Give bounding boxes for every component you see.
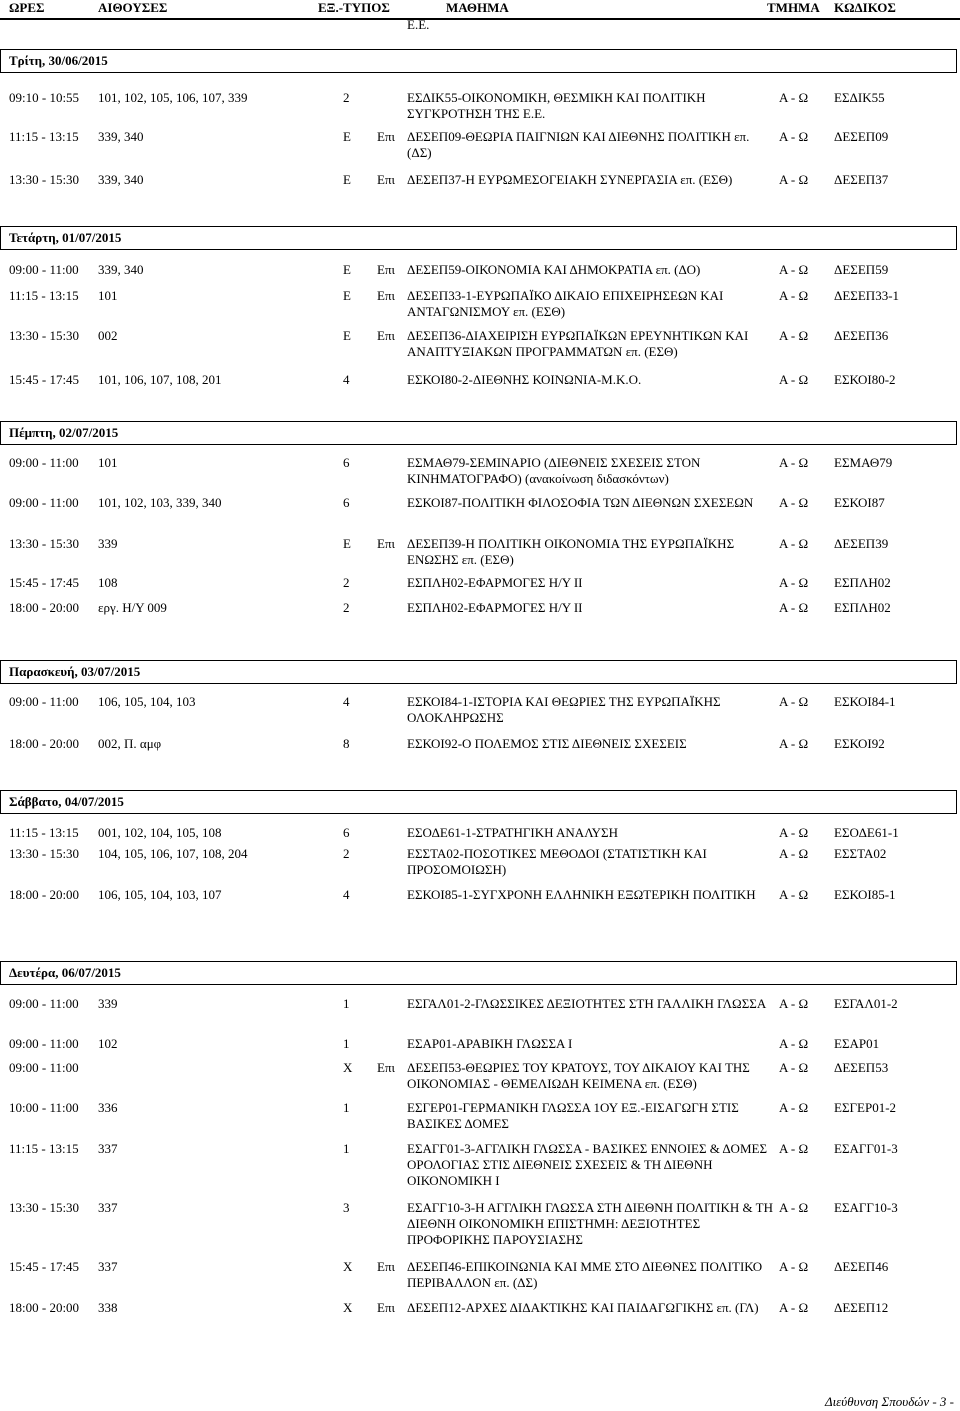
row-rooms: 339, 340 [98, 262, 144, 277]
row-time: 18:00 - 20:00 [9, 1300, 80, 1315]
row-rooms: 002 [98, 328, 118, 343]
row-code: ΕΣΓΑΛ01-2 [834, 996, 898, 1011]
row-time: 09:00 - 11:00 [9, 495, 79, 510]
row-rooms: 104, 105, 106, 107, 108, 204 [98, 846, 248, 861]
row-course: ΔΕΣΕΠ37-Η ΕΥΡΩΜΕΣΟΓΕΙΑΚΗ ΣΥΝΕΡΓΑΣΙΑ επ. (ΕΣΘ) [407, 172, 733, 187]
row-semester: Χ [343, 1060, 353, 1075]
day-label: Δευτέρα, 06/07/2015 [9, 965, 121, 980]
row-rooms: 339 [98, 536, 118, 551]
row-time: 13:30 - 15:30 [9, 1200, 80, 1215]
row-time: 11:15 - 13:15 [9, 129, 79, 144]
row-semester: Χ [343, 1259, 353, 1274]
row-code: ΔΕΣΕΠ39 [834, 536, 889, 551]
row-code: ΔΕΣΕΠ59 [834, 262, 889, 277]
row-time: 11:15 - 13:15 [9, 825, 79, 840]
row-course: ΕΣΓΕΡ01-ΓΕΡΜΑΝΙΚΗ ΓΛΩΣΣΑ 1ΟΥ ΕΞ.-ΕΙΣΑΓΩΓΗ ΣΤΙΣ ΒΑΣΙΚΕΣ ΔΟΜΕΣ [407, 1100, 739, 1131]
row-course: ΔΕΣΕΠ59-ΟΙΚΟΝΟΜΙΑ ΚΑΙ ΔΗΜΟΚΡΑΤΙΑ επ. (ΔΟ) [407, 262, 701, 277]
row-semester: Χ [343, 1300, 353, 1315]
row-time: 09:00 - 11:00 [9, 1036, 79, 1051]
row-semester: 2 [343, 846, 350, 861]
row-time: 10:00 - 11:00 [9, 1100, 79, 1115]
row-course: ΕΣΟΔΕ61-1-ΣΤΡΑΤΗΓΙΚΗ ΑΝΑΛΥΣΗ [407, 825, 618, 840]
row-code: ΕΣΑΓΓ10-3 [834, 1200, 898, 1215]
row-code: ΕΣΟΔΕ61-1 [834, 825, 899, 840]
row-tmima: Α - Ω [779, 328, 809, 343]
row-semester: 1 [343, 1100, 350, 1115]
row-rooms: 101, 102, 105, 106, 107, 339 [98, 90, 248, 105]
row-time: 15:45 - 17:45 [9, 1259, 80, 1274]
day-heading [0, 790, 957, 814]
row-time: 09:00 - 11:00 [9, 694, 79, 709]
row-course: ΕΣΠΛΗ02-ΕΦΑΡΜΟΓΕΣ Η/Υ ΙΙ [407, 575, 583, 590]
header-time: ΩΡΕΣ [9, 0, 45, 15]
row-course: ΕΣΔΙΚ55-ΟΙΚΟΝΟΜΙΚΗ, ΘΕΣΜΙΚΗ ΚΑΙ ΠΟΛΙΤΙΚΗ ΣΥΓΚΡΟΤΗΣΗ ΤΗΣ Ε.Ε. [407, 90, 706, 121]
row-time: 18:00 - 20:00 [9, 600, 80, 615]
day-heading [0, 226, 957, 250]
row-rooms: 106, 105, 104, 103 [98, 694, 196, 709]
row-course: ΕΣΜΑΘ79-ΣΕΜΙΝΑΡΙΟ (ΔΙΕΘΝΕΙΣ ΣΧΕΣΕΙΣ ΣΤΟΝ ΚΙΝΗΜΑΤΟΓΡΑΦΟ) (ανακοίνωση διδασκόντων) [407, 455, 701, 486]
row-type: Επι [377, 262, 396, 277]
row-semester: 6 [343, 455, 350, 470]
row-time: 18:00 - 20:00 [9, 736, 80, 751]
row-time: 09:10 - 10:55 [9, 90, 80, 105]
row-code: ΕΣΓΕΡ01-2 [834, 1100, 897, 1115]
row-time: 09:00 - 11:00 [9, 455, 79, 470]
row-semester: 4 [343, 887, 350, 902]
row-rooms: 101, 106, 107, 108, 201 [98, 372, 222, 387]
row-tmima: Α - Ω [779, 846, 809, 861]
row-semester: 8 [343, 736, 350, 751]
row-type: Επι [377, 172, 396, 187]
row-tmima: Α - Ω [779, 736, 809, 751]
row-rooms: 001, 102, 104, 105, 108 [98, 825, 222, 840]
row-tmima: Α - Ω [779, 1036, 809, 1051]
row-code: ΔΕΣΕΠ36 [834, 328, 889, 343]
row-code: ΕΣΚΟΙ92 [834, 736, 885, 751]
row-course: ΕΣΚΟΙ80-2-ΔΙΕΘΝΗΣ ΚΟΙΝΩΝΙΑ-Μ.Κ.Ο. [407, 372, 642, 387]
row-code: ΕΣΠΛΗ02 [834, 600, 891, 615]
header-tmima: ΤΜΗΜΑ [767, 0, 820, 15]
header-course: ΜΑΘΗΜΑ [446, 0, 509, 15]
day-label: Σάββατο, 04/07/2015 [9, 794, 124, 809]
row-semester: Ε [343, 288, 351, 303]
row-type: Επι [377, 1300, 396, 1315]
row-rooms: 336 [98, 1100, 118, 1115]
row-type: Επι [377, 328, 396, 343]
row-course: ΕΣΣΤΑ02-ΠΟΣΟΤΙΚΕΣ ΜΕΘΟΔΟΙ (ΣΤΑΤΙΣΤΙΚΗ ΚΑΙ ΠΡΟΣΟΜΟΙΩΣΗ) [407, 846, 707, 877]
row-tmima: Α - Ω [779, 600, 809, 615]
row-rooms: 339, 340 [98, 172, 144, 187]
row-rooms: 102 [98, 1036, 118, 1051]
row-tmima: Α - Ω [779, 1259, 809, 1274]
row-time: 11:15 - 13:15 [9, 288, 79, 303]
row-time: 09:00 - 11:00 [9, 262, 79, 277]
day-label: Τετάρτη, 01/07/2015 [9, 230, 122, 245]
row-course: ΕΣΚΟΙ92-Ο ΠΟΛΕΜΟΣ ΣΤΙΣ ΔΙΕΘΝΕΙΣ ΣΧΕΣΕΙΣ [407, 736, 687, 751]
row-course: ΔΕΣΕΠ46-ΕΠΙΚΟΙΝΩΝΙΑ ΚΑΙ ΜΜΕ ΣΤΟ ΔΙΕΘΝΕΣ ΠΟΛΙΤΙΚΟ ΠΕΡΙΒΑΛΛΟΝ επ. (ΔΣ) [407, 1259, 763, 1290]
row-code: ΕΣΑΓΓ01-3 [834, 1141, 898, 1156]
row-rooms: 339, 340 [98, 129, 144, 144]
row-semester: 3 [343, 1200, 350, 1215]
row-tmima: Α - Ω [779, 536, 809, 551]
row-tmima: Α - Ω [779, 1060, 809, 1075]
row-semester: 1 [343, 1036, 350, 1051]
row-code: ΕΣΔΙΚ55 [834, 90, 885, 105]
row-course: ΕΣΚΟΙ87-ΠΟΛΙΤΙΚΗ ΦΙΛΟΣΟΦΙΑ ΤΩΝ ΔΙΕΘΝΩΝ ΣΧΕΣΕΩΝ [407, 495, 754, 510]
row-tmima: Α - Ω [779, 1300, 809, 1315]
row-time: 13:30 - 15:30 [9, 172, 80, 187]
row-semester: 6 [343, 825, 350, 840]
row-tmima: Α - Ω [779, 575, 809, 590]
column-header-bar [0, 0, 960, 20]
row-type: Επι [377, 1060, 396, 1075]
row-course: ΕΣΑΓΓ01-3-ΑΓΓΛΙΚΗ ΓΛΩΣΣΑ - ΒΑΣΙΚΕΣ ΕΝΝΟΙΕΣ & ΔΟΜΕΣ ΟΡΟΛΟΓΙΑΣ ΣΤΙΣ ΔΙΕΘΝΕΙΣ ΣΧΕΣΕΙΣ & ΤΗ ΔΙΕΘΝΗ ΟΙΚΟΝΟΜΙΚΗ Ι [407, 1141, 768, 1188]
day-heading [0, 961, 957, 985]
row-time: 11:15 - 13:15 [9, 1141, 79, 1156]
row-tmima: Α - Ω [779, 495, 809, 510]
row-type: Επι [377, 129, 396, 144]
row-semester: Ε [343, 328, 351, 343]
day-label: Πέμπτη, 02/07/2015 [9, 425, 119, 440]
day-heading [0, 49, 957, 73]
row-code: ΔΕΣΕΠ09 [834, 129, 889, 144]
row-code: ΕΣΚΟΙ80-2 [834, 372, 896, 387]
row-tmima: Α - Ω [779, 694, 809, 709]
row-code: ΔΕΣΕΠ53 [834, 1060, 889, 1075]
row-semester: 2 [343, 90, 350, 105]
header-semester-type: ΕΞ.-ΤΥΠΟΣ [318, 0, 390, 15]
day-label: Παρασκευή, 03/07/2015 [9, 664, 141, 679]
row-semester: 4 [343, 694, 350, 709]
page-footer: Διεύθυνση Σπουδών - 3 - [824, 1394, 954, 1409]
row-time: 13:30 - 15:30 [9, 536, 80, 551]
row-code: ΕΣΣΤΑ02 [834, 846, 887, 861]
row-time: 13:30 - 15:30 [9, 846, 80, 861]
row-type: Επι [377, 1259, 396, 1274]
row-code: ΕΣΚΟΙ85-1 [834, 887, 896, 902]
row-rooms: 337 [98, 1141, 118, 1156]
row-code: ΕΣΑΡ01 [834, 1036, 880, 1051]
row-code: ΔΕΣΕΠ33-1 [834, 288, 900, 303]
row-rooms: 101, 102, 103, 339, 340 [98, 495, 222, 510]
row-tmima: Α - Ω [779, 372, 809, 387]
row-semester: 2 [343, 575, 350, 590]
row-course: ΕΣΑΓΓ10-3-Η ΑΓΓΛΙΚΗ ΓΛΩΣΣΑ ΣΤΗ ΔΙΕΘΝΗ ΠΟΛΙΤΙΚΗ & ΤΗ ΔΙΕΘΝΗ ΟΙΚΟΝΟΜΙΚΗ ΕΠΙΣΤΗΜΗ: ΔΕΞΙΟΤΗΤΕΣ ΠΡΟΦΟΡΙΚΗΣ ΠΑΡΟΥΣΙΑΣΗΣ [407, 1200, 773, 1247]
row-time: 15:45 - 17:45 [9, 372, 80, 387]
row-code: ΕΣΚΟΙ84-1 [834, 694, 896, 709]
row-tmima: Α - Ω [779, 172, 809, 187]
row-code: ΔΕΣΕΠ37 [834, 172, 889, 187]
row-course: ΕΣΚΟΙ84-1-ΙΣΤΟΡΙΑ ΚΑΙ ΘΕΩΡΙΕΣ ΤΗΣ ΕΥΡΩΠΑΪΚΗΣ ΟΛΟΚΛΗΡΩΣΗΣ [407, 694, 721, 725]
row-semester: 1 [343, 1141, 350, 1156]
row-semester: Ε [343, 129, 351, 144]
row-tmima: Α - Ω [779, 1100, 809, 1115]
row-tmima: Α - Ω [779, 996, 809, 1011]
day-heading [0, 421, 957, 445]
row-semester: 2 [343, 600, 350, 615]
row-tmima: Α - Ω [779, 455, 809, 470]
row-rooms: εργ. Η/Υ 009 [98, 600, 167, 615]
row-time: 13:30 - 15:30 [9, 328, 80, 343]
row-rooms: 101 [98, 288, 118, 303]
row-type: Επι [377, 288, 396, 303]
row-time: 09:00 - 11:00 [9, 996, 79, 1011]
row-code: ΔΕΣΕΠ46 [834, 1259, 889, 1274]
row-rooms: 106, 105, 104, 103, 107 [98, 887, 222, 902]
row-semester: Ε [343, 536, 351, 551]
row-tmima: Α - Ω [779, 129, 809, 144]
row-rooms: 108 [98, 575, 118, 590]
row-course: ΔΕΣΕΠ33-1-ΕΥΡΩΠΑΪΚΟ ΔΙΚΑΙΟ ΕΠΙΧΕΙΡΗΣΕΩΝ ΚΑΙ ΑΝΤΑΓΩΝΙΣΜΟΥ επ. (ΕΣΘ) [407, 288, 724, 319]
row-rooms: 101 [98, 455, 118, 470]
row-time: 09:00 - 11:00 [9, 1060, 79, 1075]
row-semester: Ε [343, 172, 351, 187]
row-course: ΕΣΚΟΙ85-1-ΣΥΓΧΡΟΝΗ ΕΛΛΗΝΙΚΗ ΕΞΩΤΕΡΙΚΗ ΠΟΛΙΤΙΚΗ [407, 887, 756, 902]
row-code: ΔΕΣΕΠ12 [834, 1300, 889, 1315]
row-course: ΕΣΑΡ01-ΑΡΑΒΙΚΗ ΓΛΩΣΣΑ Ι [407, 1036, 573, 1051]
row-rooms: 339 [98, 996, 118, 1011]
day-heading [0, 660, 957, 684]
row-rooms: 337 [98, 1259, 118, 1274]
row-time: 18:00 - 20:00 [9, 887, 80, 902]
row-course: ΕΣΓΑΛ01-2-ΓΛΩΣΣΙΚΕΣ ΔΕΞΙΟΤΗΤΕΣ ΣΤΗ ΓΑΛΛΙΚΗ ΓΛΩΣΣΑ [407, 996, 767, 1011]
row-code: ΕΣΠΛΗ02 [834, 575, 891, 590]
row-tmima: Α - Ω [779, 825, 809, 840]
row-course: ΔΕΣΕΠ39-Η ΠΟΛΙΤΙΚΗ ΟΙΚΟΝΟΜΙΑ ΤΗΣ ΕΥΡΩΠΑΪΚΗΣ ΕΝΩΣΗΣ επ. (ΕΣΘ) [407, 536, 735, 567]
header-rooms: ΑΙΘΟΥΣΕΣ [98, 0, 168, 15]
row-course: ΔΕΣΕΠ12-ΑΡΧΕΣ ΔΙΔΑΚΤΙΚΗΣ ΚΑΙ ΠΑΙΔΑΓΩΓΙΚΗΣ επ. (ΓΛ) [407, 1300, 759, 1315]
row-tmima: Α - Ω [779, 1200, 809, 1215]
row-semester: 6 [343, 495, 350, 510]
row-course: ΔΕΣΕΠ36-ΔΙΑΧΕΙΡΙΣΗ ΕΥΡΩΠΑΪΚΩΝ ΕΡΕΥΝΗΤΙΚΩΝ ΚΑΙ ΑΝΑΠΤΥΞΙΑΚΩΝ ΠΡΟΓΡΑΜΜΑΤΩΝ επ. (ΕΣΘ) [407, 328, 749, 359]
row-semester: 1 [343, 996, 350, 1011]
row-code: ΕΣΜΑΘ79 [834, 455, 893, 470]
row-semester: 4 [343, 372, 350, 387]
row-course: ΕΣΠΛΗ02-ΕΦΑΡΜΟΓΕΣ Η/Υ ΙΙ [407, 600, 583, 615]
row-semester: Ε [343, 262, 351, 277]
header-code: ΚΩΔΙΚΟΣ [834, 0, 896, 15]
row-tmima: Α - Ω [779, 1141, 809, 1156]
row-tmima: Α - Ω [779, 887, 809, 902]
row-type: Επι [377, 536, 396, 551]
row-tmima: Α - Ω [779, 90, 809, 105]
row-course: ΔΕΣΕΠ09-ΘΕΩΡΙΑ ΠΑΙΓΝΙΩΝ ΚΑΙ ΔΙΕΘΝΗΣ ΠΟΛΙΤΙΚΗ επ. (ΔΣ) [407, 129, 750, 160]
row-course: ΔΕΣΕΠ53-ΘΕΩΡΙΕΣ ΤΟΥ ΚΡΑΤΟΥΣ, ΤΟΥ ΔΙΚΑΙΟΥ ΚΑΙ ΤΗΣ ΟΙΚΟΝΟΜΙΑΣ - ΘΕΜΕΛΙΩΔΗ ΚΕΙΜΕΝΑ επ. (ΕΣΘ) [407, 1060, 750, 1091]
day-label: Τρίτη, 30/06/2015 [9, 53, 108, 68]
row-rooms: 337 [98, 1200, 118, 1215]
row-time: 15:45 - 17:45 [9, 575, 80, 590]
carryover-text: Ε.Ε. [407, 17, 430, 32]
row-code: ΕΣΚΟΙ87 [834, 495, 885, 510]
row-tmima: Α - Ω [779, 288, 809, 303]
row-rooms: 002, Π. αμφ [98, 736, 162, 751]
row-tmima: Α - Ω [779, 262, 809, 277]
row-rooms: 338 [98, 1300, 118, 1315]
